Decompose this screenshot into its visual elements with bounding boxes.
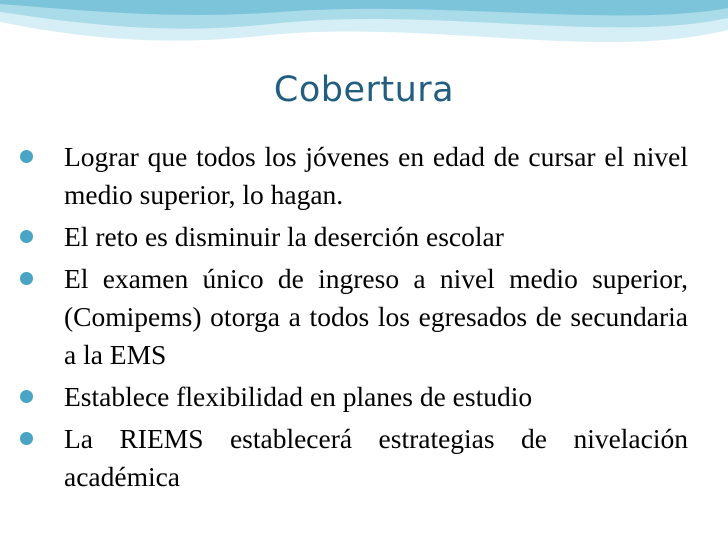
slide-title: Cobertura xyxy=(273,70,455,110)
bullet-dot-icon xyxy=(20,432,33,445)
bullet-dot-icon xyxy=(20,230,33,243)
bullet-dot-icon xyxy=(20,150,33,163)
bullet-text: Lograr que todos los jóvenes en edad de cursar el nivel medio superior, lo hagan. xyxy=(64,141,688,210)
bullet-text: El examen único de ingreso a nivel medio superior, (Comipems) otorga a todos los egresados de secundaria a la EMS xyxy=(64,263,688,370)
bullet-dot-icon xyxy=(20,272,33,285)
bullet-list xyxy=(18,138,688,500)
bullet-item xyxy=(18,138,688,214)
bullet-item xyxy=(18,420,688,496)
header-wave-decoration xyxy=(0,0,728,62)
bullet-item xyxy=(18,260,688,374)
bullet-text: El reto es disminuir la deserción escolar xyxy=(64,221,504,252)
bullet-item xyxy=(18,378,688,416)
bullet-text: La RIEMS establecerá estrategias de nivelación académica xyxy=(64,423,688,492)
bullet-dot-icon xyxy=(20,390,33,403)
bullet-item xyxy=(18,218,688,256)
bullet-text: Establece flexibilidad en planes de estudio xyxy=(64,381,533,412)
